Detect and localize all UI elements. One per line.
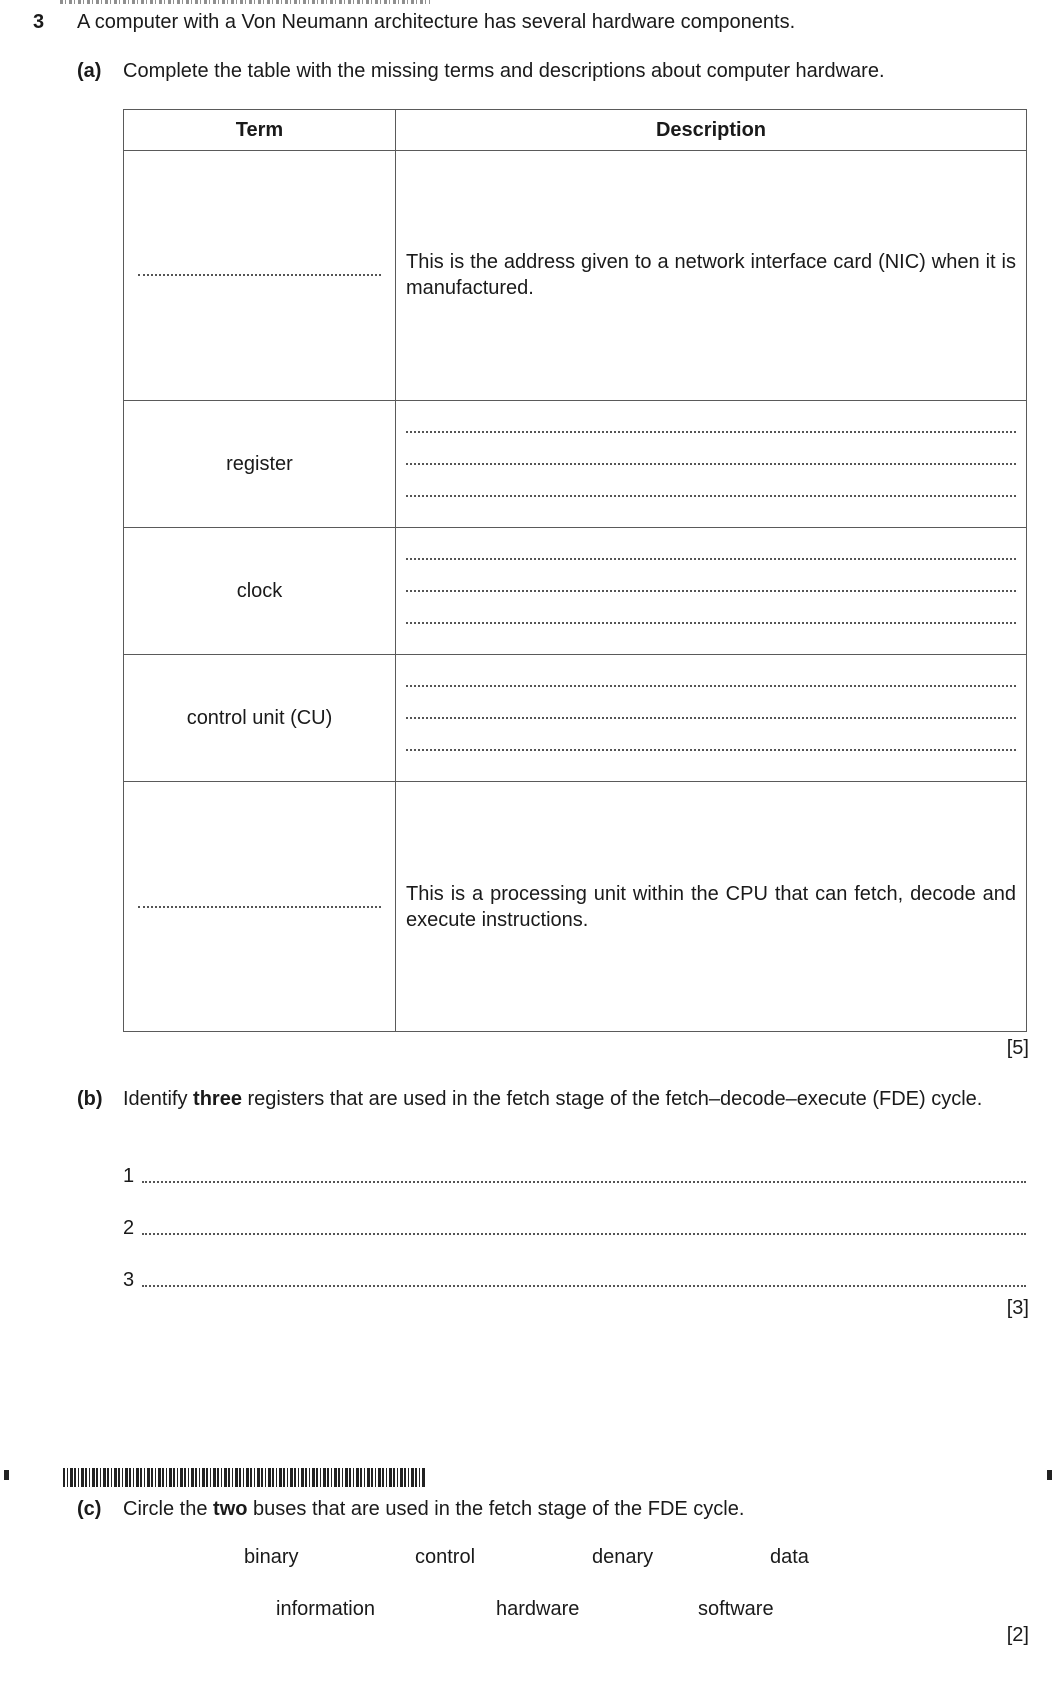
header-term: Term bbox=[124, 110, 396, 151]
description-answer-line[interactable] bbox=[406, 495, 1016, 497]
part-a-instruction: Complete the table with the missing terms and descriptions about computer hardware. bbox=[123, 60, 885, 82]
table-row bbox=[124, 527, 1027, 654]
term-answer-line[interactable] bbox=[138, 906, 381, 908]
bus-option-binary[interactable]: binary bbox=[244, 1546, 299, 1568]
term-cell: control unit (CU) bbox=[124, 655, 396, 782]
part-c-instruction bbox=[123, 1497, 744, 1521]
description-answer-line[interactable] bbox=[406, 558, 1016, 560]
description-answer-line[interactable] bbox=[406, 431, 1016, 433]
hardware-terms-table bbox=[123, 109, 1027, 1032]
part-c-label: (c) bbox=[77, 1498, 102, 1520]
description-cell bbox=[396, 527, 1027, 654]
table-row bbox=[124, 400, 1027, 527]
answer-line[interactable] bbox=[142, 1181, 1026, 1183]
bus-option-data[interactable]: data bbox=[770, 1546, 809, 1568]
part-b-label: (b) bbox=[77, 1088, 103, 1110]
answer-line[interactable] bbox=[142, 1233, 1026, 1235]
bus-option-denary[interactable]: denary bbox=[592, 1546, 654, 1568]
answer-number: 1 bbox=[123, 1165, 135, 1187]
description-answer-line[interactable] bbox=[406, 685, 1016, 687]
part-b-text-after: registers that are used in the fetch stage of the fetch–decode–execute (FDE) cycle. bbox=[241, 1088, 983, 1110]
answer-line[interactable] bbox=[142, 1285, 1026, 1287]
part-b-marks: [3] bbox=[1006, 1297, 1029, 1319]
term-answer-line[interactable] bbox=[138, 274, 381, 276]
registration-mark-right bbox=[1047, 1470, 1052, 1480]
answer-row-1 bbox=[123, 1165, 1026, 1188]
part-a-marks: [5] bbox=[1006, 1037, 1029, 1059]
bus-option-software[interactable]: software bbox=[698, 1598, 774, 1620]
part-a-label: (a) bbox=[77, 60, 102, 82]
description-answer-line[interactable] bbox=[406, 622, 1016, 624]
table-header-row bbox=[124, 110, 1027, 151]
term-cell bbox=[124, 782, 396, 1032]
table-row bbox=[124, 782, 1027, 1032]
question-number: 3 bbox=[33, 11, 45, 33]
description-cell bbox=[396, 655, 1027, 782]
page-top-barcode-strip bbox=[60, 0, 430, 4]
answer-number: 2 bbox=[123, 1217, 135, 1239]
bus-option-information[interactable]: information bbox=[276, 1598, 375, 1620]
table-row bbox=[124, 151, 1027, 401]
part-c-text-bold: two bbox=[213, 1498, 248, 1520]
part-b-instruction bbox=[123, 1087, 1029, 1111]
term-cell bbox=[124, 151, 396, 401]
bus-option-hardware[interactable]: hardware bbox=[496, 1598, 580, 1620]
header-description: Description bbox=[396, 110, 1027, 151]
description-answer-line[interactable] bbox=[406, 463, 1016, 465]
registration-mark-left bbox=[4, 1470, 9, 1480]
term-cell: clock bbox=[124, 527, 396, 654]
description-answer-line[interactable] bbox=[406, 590, 1016, 592]
answer-row-2 bbox=[123, 1217, 1026, 1240]
page-barcode bbox=[63, 1468, 425, 1487]
answer-row-3 bbox=[123, 1269, 1026, 1292]
table-row bbox=[124, 655, 1027, 782]
description-cell: This is a processing unit within the CPU that can fetch, decode and execute instructions. bbox=[396, 782, 1027, 1032]
description-cell: This is the address given to a network interface card (NIC) when it is manufactured. bbox=[396, 151, 1027, 401]
bus-option-control[interactable]: control bbox=[415, 1546, 476, 1568]
description-cell bbox=[396, 400, 1027, 527]
part-b-text-bold: three bbox=[193, 1088, 242, 1110]
description-answer-line[interactable] bbox=[406, 749, 1016, 751]
part-b-text-before: Identify bbox=[123, 1088, 194, 1110]
description-answer-line[interactable] bbox=[406, 717, 1016, 719]
part-c-marks: [2] bbox=[1006, 1624, 1029, 1646]
answer-number: 3 bbox=[123, 1269, 135, 1291]
part-c-text-before: Circle the bbox=[123, 1498, 214, 1520]
part-c-text-after: buses that are used in the fetch stage of the FDE cycle. bbox=[247, 1498, 745, 1520]
term-cell: register bbox=[124, 400, 396, 527]
question-stem: A computer with a Von Neumann architecture has several hardware components. bbox=[77, 11, 796, 33]
